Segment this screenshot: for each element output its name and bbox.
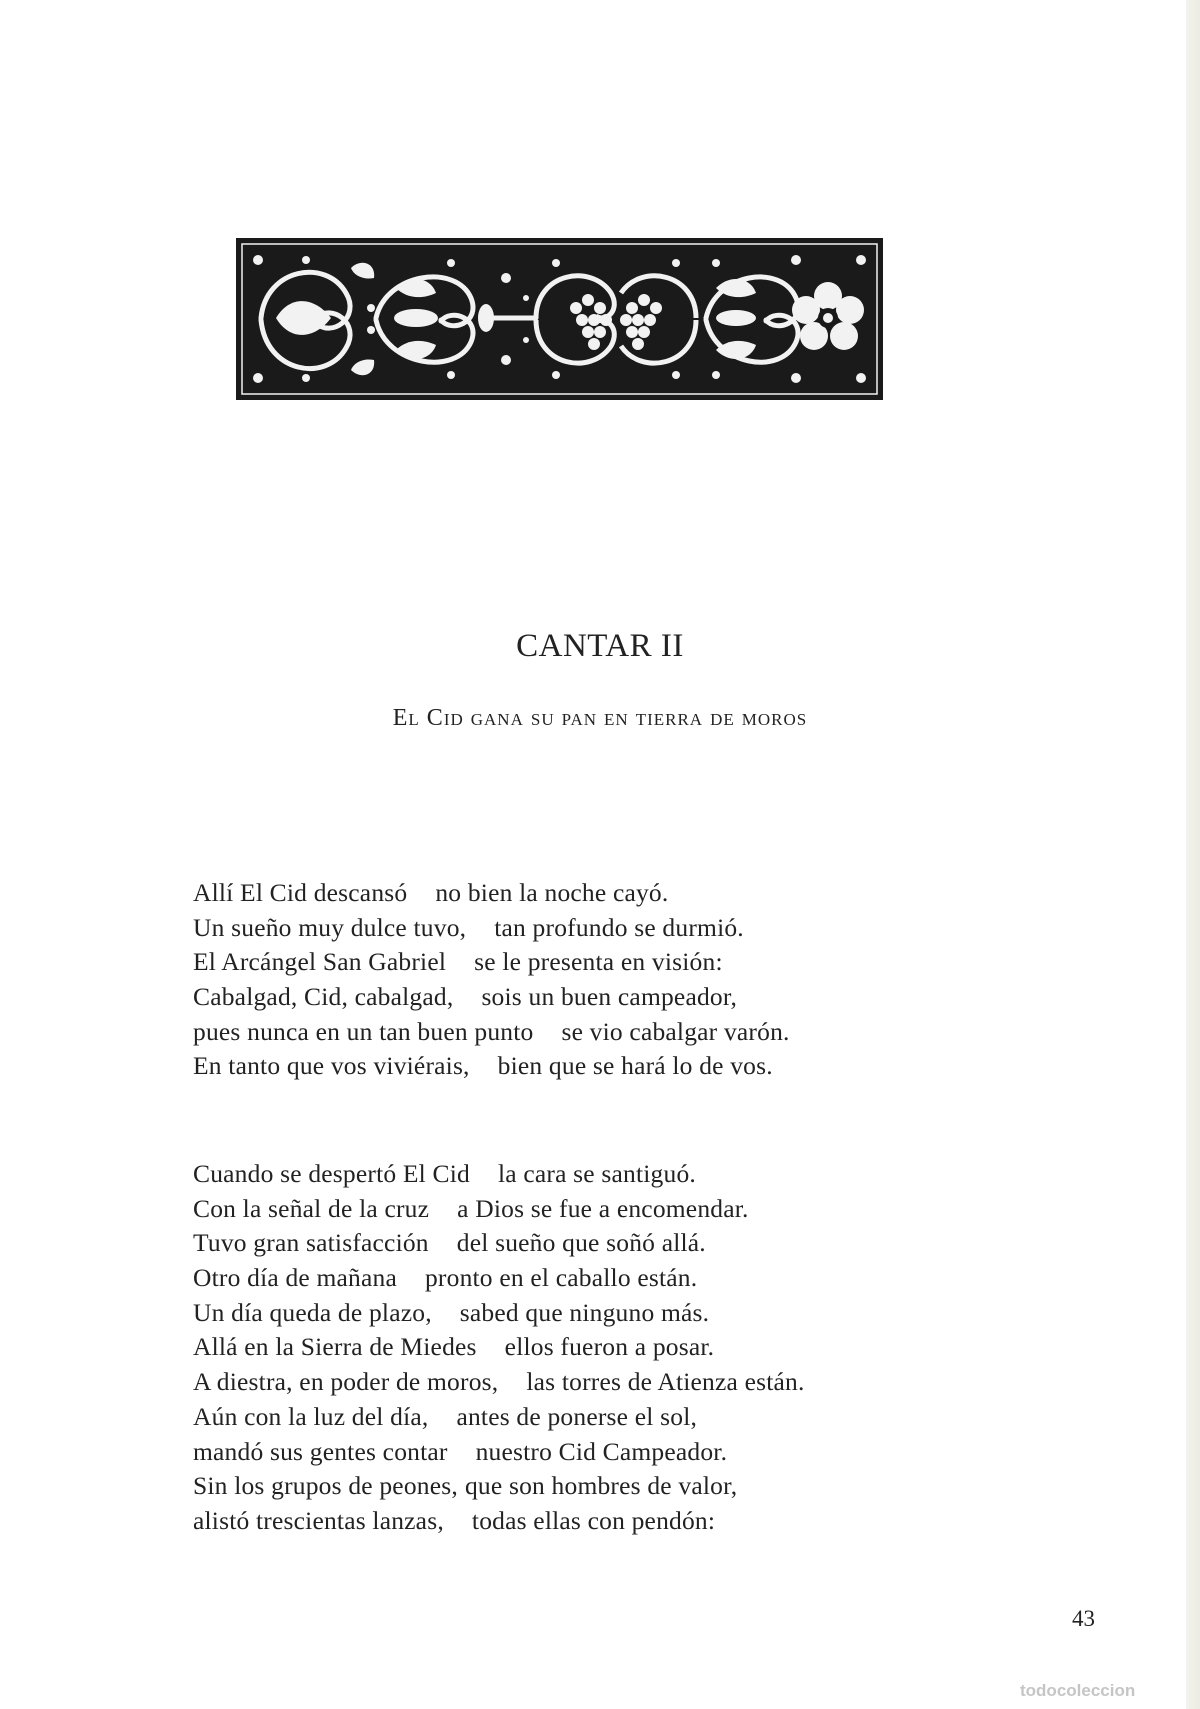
verse-second-half: se le presenta en visión: — [474, 947, 723, 977]
verse-first-half: Con la señal de la cruz — [193, 1193, 430, 1223]
verse-second-half: no bien la noche cayó. — [435, 878, 669, 907]
verse-second-half: bien que se hará lo de vos. — [497, 1051, 773, 1081]
verse-first-half: Un día queda de plazo, — [193, 1297, 432, 1327]
verse-second-half: las torres de Atienza están. — [526, 1367, 805, 1397]
verse-line — [193, 1330, 805, 1365]
verse-first-half: Aún con la luz del día, — [193, 1401, 429, 1431]
floral-arabesque-ornament-icon — [236, 238, 883, 400]
verse-line — [193, 1469, 805, 1504]
verse-second-half: sabed que ninguno más. — [459, 1297, 710, 1327]
verse-second-half: se vio cabalgar varón. — [561, 1016, 790, 1046]
verse-first-half: Otro día de mañana — [193, 1263, 397, 1293]
verse-line — [193, 945, 790, 980]
verse-first-half: Un sueño muy dulce tuvo, — [193, 912, 467, 942]
verse-second-half: sois un buen campeador, — [481, 982, 738, 1012]
verse-line — [193, 1226, 805, 1261]
verse-line — [193, 876, 790, 911]
verse-line — [193, 1365, 805, 1400]
verse-line — [193, 1015, 790, 1050]
verse-first-half: Sin los grupos de peones, — [193, 1471, 458, 1501]
verse-second-half: todas ellas con pendón: — [471, 1505, 716, 1535]
verse-second-half: la cara se santiguó. — [497, 1159, 696, 1188]
verse-second-half: del sueño que soñó allá. — [456, 1228, 706, 1258]
verse-second-half: pronto en el caballo están. — [424, 1263, 698, 1293]
verse-first-half: Allá en la Sierra de Miedes — [193, 1332, 477, 1362]
verse-first-half: El Arcángel San Gabriel — [193, 947, 447, 977]
stanza-1 — [193, 876, 790, 1084]
verse-second-half: que son hombres de valor, — [464, 1471, 738, 1501]
verse-first-half: alistó trescientas lanzas, — [193, 1505, 444, 1535]
verse-line — [193, 1157, 805, 1192]
verse-second-half: a Dios se fue a encomendar. — [457, 1193, 749, 1223]
page-edge — [1186, 0, 1200, 1709]
verse-line — [193, 1435, 805, 1470]
verse-second-half: ellos fueron a posar. — [504, 1332, 715, 1362]
verse-line — [193, 1192, 805, 1227]
verse-first-half: Allí El Cid descansó — [193, 878, 408, 907]
verse-first-half: Tuvo gran satisfacción — [193, 1228, 429, 1258]
verse-first-half: En tanto que vos viviérais, — [193, 1051, 470, 1081]
verse-first-half: A diestra, en poder de moros, — [193, 1367, 499, 1397]
verse-line — [193, 1261, 805, 1296]
verse-line — [193, 1400, 805, 1435]
verse-line — [193, 1296, 805, 1331]
page-title: CANTAR II — [516, 628, 684, 664]
verse-line — [193, 1504, 805, 1539]
verse-first-half: pues nunca en un tan buen punto — [193, 1016, 534, 1046]
verse-first-half: mandó sus gentes contar — [193, 1436, 448, 1466]
verse-line — [193, 911, 790, 946]
verse-second-half: tan profundo se durmió. — [494, 912, 744, 942]
page-number: 43 — [1072, 1606, 1095, 1631]
verse-second-half: nuestro Cid Campeador. — [475, 1436, 728, 1466]
verse-first-half: Cabalgad, Cid, cabalgad, — [193, 982, 454, 1012]
page-subtitle: El Cid gana su pan en tierra de moros — [392, 705, 808, 731]
verse-first-half: Cuando se despertó El Cid — [193, 1159, 470, 1188]
stanza-2 — [193, 1157, 805, 1539]
verse-second-half: antes de ponerse el sol, — [456, 1401, 698, 1431]
watermark: todocoleccion — [1020, 1681, 1136, 1700]
verse-line — [193, 980, 790, 1015]
verse-line — [193, 1049, 790, 1084]
